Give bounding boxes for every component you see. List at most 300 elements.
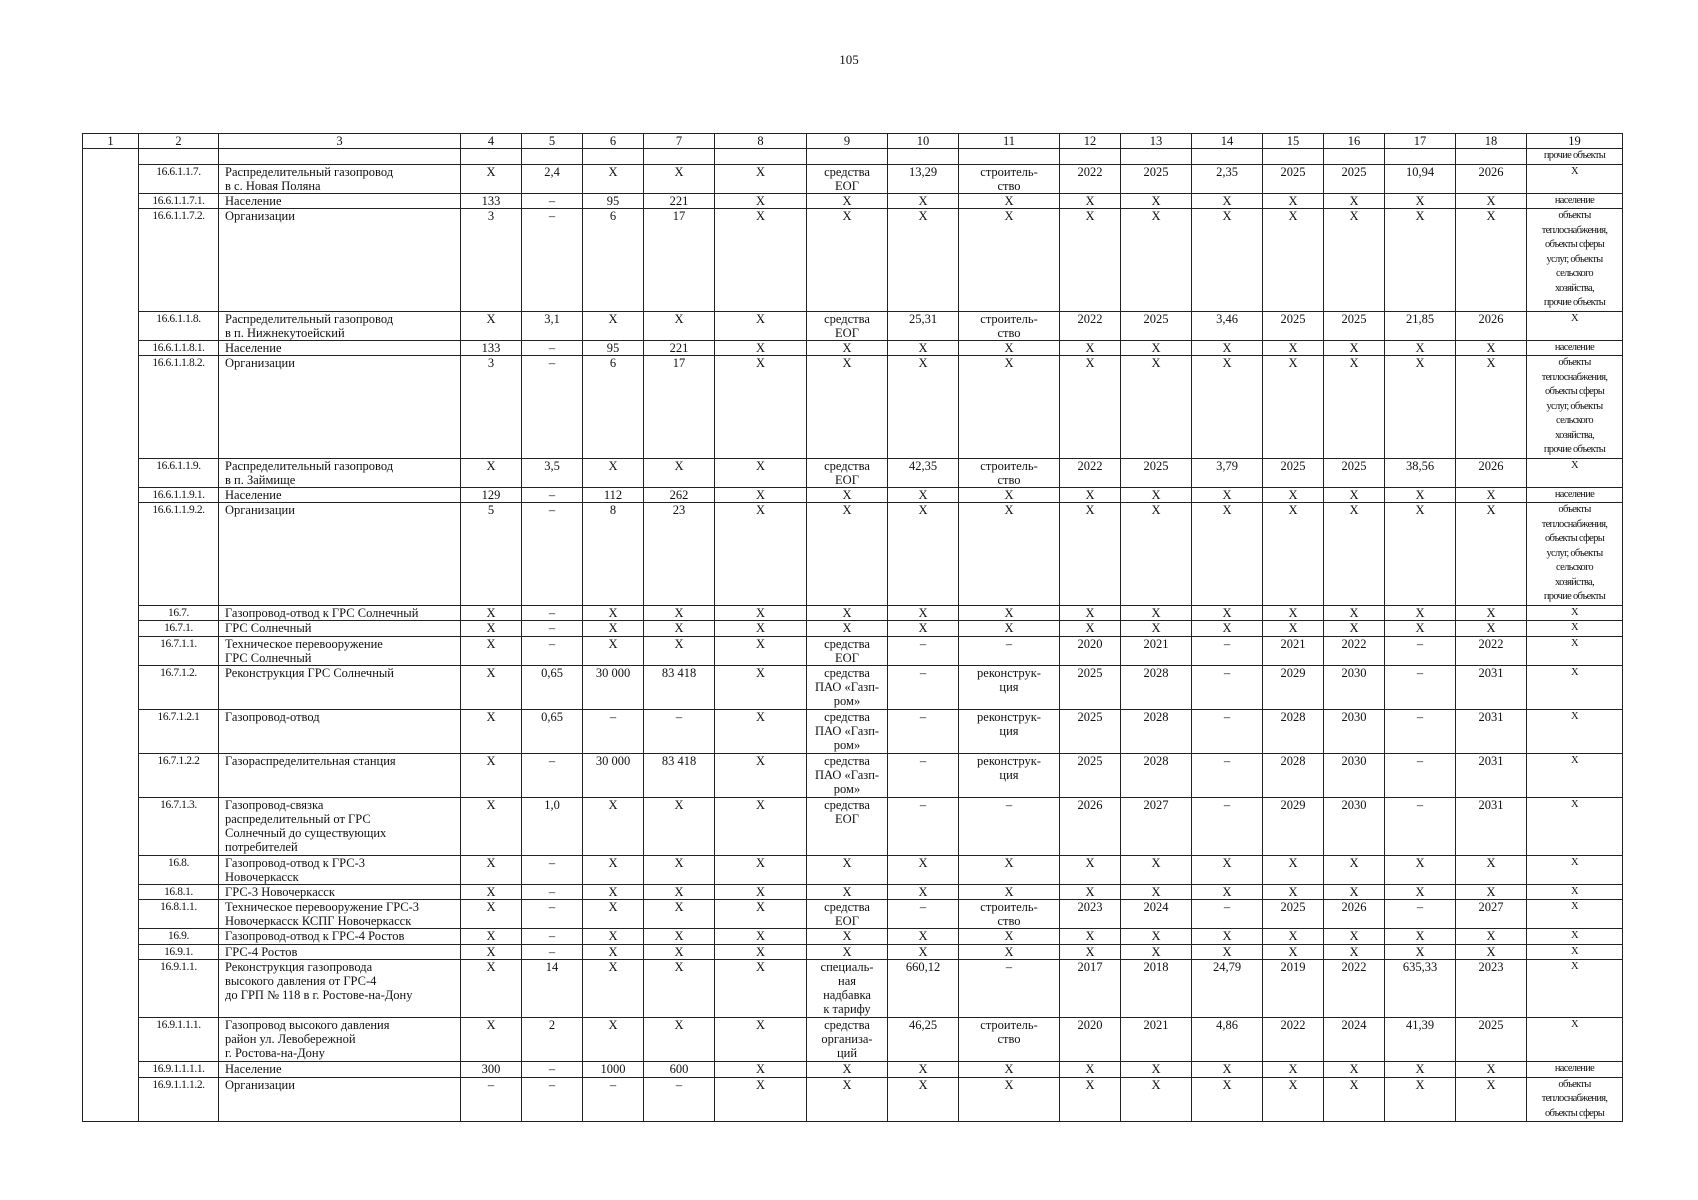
- table-cell: [1121, 149, 1192, 165]
- table-cell: 17: [644, 356, 715, 459]
- table-cell: Х: [1192, 944, 1263, 960]
- row-name-cell: Газопровод-отвод к ГРС Солнечный: [219, 605, 461, 621]
- table-cell: Х: [1527, 636, 1623, 665]
- table-cell: Х: [807, 487, 888, 503]
- table-cell: Х: [1324, 605, 1385, 621]
- table-row: [83, 636, 1623, 665]
- table-cell: Х: [1263, 884, 1324, 900]
- table-cell: 2030: [1324, 753, 1385, 797]
- table-cell: –: [959, 636, 1060, 665]
- table-cell: Х: [1456, 621, 1527, 637]
- table-cell: 30 000: [583, 753, 644, 797]
- table-cell: Х: [1324, 1062, 1385, 1078]
- table-cell: –: [1385, 636, 1456, 665]
- table-cell: Х: [1456, 356, 1527, 459]
- table-cell: Х: [1456, 1062, 1527, 1078]
- table-cell: 2028: [1121, 753, 1192, 797]
- table-cell: 221: [644, 340, 715, 356]
- table-cell: Х: [583, 311, 644, 340]
- table-cell: Х: [1121, 855, 1192, 884]
- table-cell: [1263, 149, 1324, 165]
- table-cell: средства ПАО «Газп- ром»: [807, 709, 888, 753]
- table-cell: –: [522, 340, 583, 356]
- table-cell: 5: [461, 503, 522, 606]
- row-number-cell: 16.8.: [139, 855, 219, 884]
- table-cell: Х: [1385, 356, 1456, 459]
- table-cell: Х: [715, 605, 807, 621]
- table-cell: Х: [1060, 209, 1121, 312]
- table-cell: Х: [715, 487, 807, 503]
- column-header-10: 10: [888, 134, 959, 149]
- table-cell: Х: [715, 1077, 807, 1122]
- column-header-19: 19: [1527, 134, 1623, 149]
- table-cell: 2029: [1263, 797, 1324, 855]
- table-cell: Х: [1385, 193, 1456, 209]
- table-cell: –: [522, 900, 583, 929]
- table-cell: Х: [959, 503, 1060, 606]
- table-cell: –: [1385, 709, 1456, 753]
- row-number-cell: 16.9.1.1.1.: [139, 1018, 219, 1062]
- table-cell: –: [522, 753, 583, 797]
- table-cell: Х: [715, 900, 807, 929]
- table-cell: Х: [888, 487, 959, 503]
- table-cell: Х: [715, 356, 807, 459]
- table-cell: –: [959, 797, 1060, 855]
- table-cell: Х: [1263, 929, 1324, 945]
- table-cell: 2028: [1121, 709, 1192, 753]
- table-cell: [461, 149, 522, 165]
- column-header-11: 11: [959, 134, 1060, 149]
- table-row: [83, 944, 1623, 960]
- table-cell: Х: [644, 900, 715, 929]
- table-cell: Х: [1263, 340, 1324, 356]
- table-cell: 2025: [1060, 709, 1121, 753]
- table-cell: Х: [461, 884, 522, 900]
- table-cell: Х: [1527, 665, 1623, 709]
- table-row: [83, 487, 1623, 503]
- table-cell: –: [1385, 900, 1456, 929]
- table-cell: Х: [1060, 340, 1121, 356]
- row-name-cell: Техническое перевооружение ГРС-3 Новочеркасск КСПГ Новочеркасск: [219, 900, 461, 929]
- row-number-cell: 16.8.1.1.: [139, 900, 219, 929]
- table-cell: Х: [1527, 797, 1623, 855]
- table-cell: Х: [715, 164, 807, 193]
- table-cell: [1192, 149, 1263, 165]
- row-name-cell: Реконструкция газопровода высокого давления от ГРС-4 до ГРП № 118 в г. Ростове-на-Дону: [219, 960, 461, 1018]
- row-name-cell: Организации: [219, 1077, 461, 1122]
- table-cell: Х: [1527, 944, 1623, 960]
- table-cell: Х: [461, 797, 522, 855]
- table-cell: Х: [888, 944, 959, 960]
- row-number-cell: 16.7.1.1.: [139, 636, 219, 665]
- table-cell: 2019: [1263, 960, 1324, 1018]
- table-cell: –: [1192, 665, 1263, 709]
- table-row: [83, 164, 1623, 193]
- table-cell: Х: [1527, 621, 1623, 637]
- row-number-cell: 16.9.1.1.1.2.: [139, 1077, 219, 1122]
- table-row: [83, 855, 1623, 884]
- table-cell: Х: [1456, 340, 1527, 356]
- table-cell: –: [888, 900, 959, 929]
- table-cell: Х: [1527, 709, 1623, 753]
- row-number-cell: 16.7.1.2.: [139, 665, 219, 709]
- table-cell: –: [1385, 797, 1456, 855]
- table-cell: 2022: [1324, 960, 1385, 1018]
- table-row: [83, 193, 1623, 209]
- table-cell: –: [522, 356, 583, 459]
- table-cell: 2021: [1121, 636, 1192, 665]
- table-cell: специаль- ная надбавка к тарифу: [807, 960, 888, 1018]
- table-cell: Х: [1263, 209, 1324, 312]
- table-cell: 1000: [583, 1062, 644, 1078]
- table-cell: Х: [1385, 944, 1456, 960]
- table-cell: Х: [1060, 605, 1121, 621]
- column-header-4: 4: [461, 134, 522, 149]
- table-cell: –: [522, 1062, 583, 1078]
- table-cell: население: [1527, 193, 1623, 209]
- row-number-cell: 16.6.1.1.9.2.: [139, 503, 219, 606]
- table-cell: 2029: [1263, 665, 1324, 709]
- table-cell: объекты теплоснабжения, объекты сферы услуг, объекты сельского хозяйства, прочие объекты: [1527, 356, 1623, 459]
- table-cell: 83 418: [644, 753, 715, 797]
- table-cell: Х: [1385, 487, 1456, 503]
- table-row: [83, 884, 1623, 900]
- table-cell: Х: [1192, 884, 1263, 900]
- table-cell: Х: [715, 960, 807, 1018]
- table-cell: Х: [888, 193, 959, 209]
- section-column-cell: [83, 149, 139, 1122]
- table-cell: Х: [959, 621, 1060, 637]
- table-cell: Х: [1192, 340, 1263, 356]
- table-cell: Х: [644, 929, 715, 945]
- table-cell: Х: [1060, 621, 1121, 637]
- table-cell: Х: [959, 884, 1060, 900]
- table-cell: средства ЕОГ: [807, 636, 888, 665]
- table-cell: Х: [807, 503, 888, 606]
- table-cell: Х: [1121, 605, 1192, 621]
- table-cell: 95: [583, 193, 644, 209]
- table-cell: Х: [1263, 605, 1324, 621]
- table-cell: Х: [888, 340, 959, 356]
- table-cell: –: [583, 1077, 644, 1122]
- table-cell: объекты теплоснабжения, объекты сферы услуг, объекты сельского хозяйства, прочие объекты: [1527, 209, 1623, 312]
- table-cell: Х: [1192, 605, 1263, 621]
- table-cell: Х: [644, 458, 715, 487]
- table-cell: Х: [807, 605, 888, 621]
- table-cell: 660,12: [888, 960, 959, 1018]
- table-cell: Х: [1060, 1077, 1121, 1122]
- table-row: [83, 1018, 1623, 1062]
- table-cell: строитель- ство: [959, 164, 1060, 193]
- column-header-12: 12: [1060, 134, 1121, 149]
- table-row: [83, 458, 1623, 487]
- table-cell: 3: [461, 356, 522, 459]
- table-cell: Х: [644, 797, 715, 855]
- table-cell: [715, 149, 807, 165]
- table-cell: [1060, 149, 1121, 165]
- column-header-14: 14: [1192, 134, 1263, 149]
- table-cell: 0,65: [522, 709, 583, 753]
- column-header-15: 15: [1263, 134, 1324, 149]
- column-header-17: 17: [1385, 134, 1456, 149]
- table-cell: [888, 149, 959, 165]
- table-cell: Х: [807, 193, 888, 209]
- table-cell: Х: [715, 503, 807, 606]
- table-cell: Х: [1060, 1062, 1121, 1078]
- table-cell: 17: [644, 209, 715, 312]
- table-cell: 3,79: [1192, 458, 1263, 487]
- table-cell: Х: [583, 797, 644, 855]
- row-name-cell: Газопровод-отвод: [219, 709, 461, 753]
- table-cell: Х: [888, 209, 959, 312]
- table-cell: Х: [1527, 753, 1623, 797]
- table-cell: 38,56: [1385, 458, 1456, 487]
- table-cell: Х: [1527, 929, 1623, 945]
- table-cell: Х: [1121, 503, 1192, 606]
- table-cell: Х: [644, 621, 715, 637]
- table-cell: Х: [959, 605, 1060, 621]
- table-cell: Х: [959, 1077, 1060, 1122]
- table-cell: Х: [715, 709, 807, 753]
- table-cell: средства ПАО «Газп- ром»: [807, 753, 888, 797]
- table-cell: Х: [1324, 356, 1385, 459]
- table-cell: Х: [807, 855, 888, 884]
- table-cell: Х: [1385, 884, 1456, 900]
- table-cell: Х: [959, 487, 1060, 503]
- table-cell: Х: [1324, 621, 1385, 637]
- table-cell: [1456, 149, 1527, 165]
- row-name-cell: Газопровод-отвод к ГРС-4 Ростов: [219, 929, 461, 945]
- row-number-cell: 16.7.: [139, 605, 219, 621]
- table-row: [83, 929, 1623, 945]
- row-number-cell: 16.6.1.1.8.2.: [139, 356, 219, 459]
- table-cell: –: [888, 636, 959, 665]
- table-cell: 2023: [1456, 960, 1527, 1018]
- table-cell: Х: [715, 855, 807, 884]
- table-cell: Х: [461, 458, 522, 487]
- table-cell: Х: [1385, 209, 1456, 312]
- row-name-cell: Газораспределительная станция: [219, 753, 461, 797]
- table-cell: Х: [644, 960, 715, 1018]
- table-cell: 2025: [1060, 753, 1121, 797]
- table-cell: Х: [807, 929, 888, 945]
- table-cell: Х: [807, 1062, 888, 1078]
- table-cell: Х: [1456, 1077, 1527, 1122]
- table-cell: 2028: [1263, 709, 1324, 753]
- table-cell: Х: [1121, 487, 1192, 503]
- table-cell: Х: [1456, 855, 1527, 884]
- table-cell: Х: [1121, 356, 1192, 459]
- table-cell: строитель- ство: [959, 1018, 1060, 1062]
- table-cell: 2025: [1263, 164, 1324, 193]
- table-cell: –: [522, 944, 583, 960]
- table-cell: Х: [583, 458, 644, 487]
- table-cell: 2027: [1121, 797, 1192, 855]
- column-header-1: 1: [83, 134, 139, 149]
- row-number-cell: [139, 149, 219, 165]
- table-cell: [1324, 149, 1385, 165]
- table-cell: реконструк- ция: [959, 753, 1060, 797]
- table-cell: Х: [1060, 193, 1121, 209]
- table-cell: реконструк- ция: [959, 665, 1060, 709]
- table-cell: Х: [1060, 884, 1121, 900]
- row-number-cell: 16.9.1.: [139, 944, 219, 960]
- table-body: [83, 149, 1623, 1122]
- table-cell: –: [583, 709, 644, 753]
- table-cell: Х: [583, 884, 644, 900]
- table-cell: Х: [644, 1018, 715, 1062]
- table-cell: Х: [807, 884, 888, 900]
- row-name-cell: Население: [219, 487, 461, 503]
- table-cell: 2030: [1324, 709, 1385, 753]
- table-cell: 2022: [1060, 458, 1121, 487]
- table-cell: 129: [461, 487, 522, 503]
- table-cell: Х: [583, 164, 644, 193]
- table-cell: 3: [461, 209, 522, 312]
- table-cell: Х: [715, 311, 807, 340]
- table-cell: Х: [461, 929, 522, 945]
- table-cell: 2017: [1060, 960, 1121, 1018]
- data-table: [82, 133, 1623, 1122]
- table-cell: Х: [461, 960, 522, 1018]
- table-cell: Х: [715, 209, 807, 312]
- table-cell: Х: [715, 797, 807, 855]
- table-cell: Х: [1324, 884, 1385, 900]
- table-cell: Х: [1060, 487, 1121, 503]
- table-cell: Х: [1324, 1077, 1385, 1122]
- table-cell: Х: [583, 605, 644, 621]
- table-cell: Х: [644, 605, 715, 621]
- table-cell: Х: [807, 1077, 888, 1122]
- table-cell: 25,31: [888, 311, 959, 340]
- table-cell: Х: [888, 929, 959, 945]
- column-header-6: 6: [583, 134, 644, 149]
- table-cell: 42,35: [888, 458, 959, 487]
- row-number-cell: 16.6.1.1.8.1.: [139, 340, 219, 356]
- table-cell: Х: [1192, 855, 1263, 884]
- table-cell: 2026: [1456, 458, 1527, 487]
- table-cell: 2024: [1121, 900, 1192, 929]
- table-cell: Х: [583, 960, 644, 1018]
- row-number-cell: 16.9.1.1.: [139, 960, 219, 1018]
- table-cell: Х: [1324, 944, 1385, 960]
- row-number-cell: 16.7.1.2.2: [139, 753, 219, 797]
- table-cell: средства ЕОГ: [807, 900, 888, 929]
- table-cell: Х: [461, 605, 522, 621]
- table-cell: –: [522, 929, 583, 945]
- table-row: [83, 340, 1623, 356]
- table-row: [83, 209, 1623, 312]
- table-cell: Х: [1121, 1062, 1192, 1078]
- table-cell: Х: [1456, 209, 1527, 312]
- table-cell: –: [522, 503, 583, 606]
- table-cell: Х: [959, 944, 1060, 960]
- table-cell: Х: [888, 605, 959, 621]
- table-cell: [644, 149, 715, 165]
- table-cell: 2,4: [522, 164, 583, 193]
- column-header-13: 13: [1121, 134, 1192, 149]
- table-cell: 46,25: [888, 1018, 959, 1062]
- table-cell: реконструк- ция: [959, 709, 1060, 753]
- table-cell: Х: [644, 164, 715, 193]
- table-cell: 2025: [1060, 665, 1121, 709]
- table-cell: Х: [1263, 621, 1324, 637]
- table-cell: Х: [715, 458, 807, 487]
- table-cell: Х: [1385, 855, 1456, 884]
- table-cell: 2025: [1121, 164, 1192, 193]
- table-cell: Х: [1324, 487, 1385, 503]
- table-cell: Х: [1527, 164, 1623, 193]
- column-header-2: 2: [139, 134, 219, 149]
- table-cell: 2,35: [1192, 164, 1263, 193]
- column-header-18: 18: [1456, 134, 1527, 149]
- table-cell: Х: [715, 884, 807, 900]
- table-cell: 2023: [1060, 900, 1121, 929]
- table-cell: –: [522, 884, 583, 900]
- column-header-5: 5: [522, 134, 583, 149]
- table-cell: 13,29: [888, 164, 959, 193]
- table-cell: Х: [461, 709, 522, 753]
- table-cell: Х: [959, 356, 1060, 459]
- table-cell: Х: [1060, 356, 1121, 459]
- table-cell: население: [1527, 487, 1623, 503]
- table-cell: [583, 149, 644, 165]
- row-name-cell: Организации: [219, 503, 461, 606]
- row-name-cell: Население: [219, 340, 461, 356]
- table-cell: –: [1192, 709, 1263, 753]
- row-name-cell: Газопровод высокого давления район ул. Левобережной г. Ростова-на-Дону: [219, 1018, 461, 1062]
- column-header-16: 16: [1324, 134, 1385, 149]
- table-cell: 2031: [1456, 797, 1527, 855]
- table-cell: 2026: [1060, 797, 1121, 855]
- table-cell: 2022: [1456, 636, 1527, 665]
- table-cell: Х: [1192, 487, 1263, 503]
- row-name-cell: Распределительный газопровод в с. Новая Поляна: [219, 164, 461, 193]
- table-cell: 2031: [1456, 709, 1527, 753]
- table-cell: 2022: [1060, 164, 1121, 193]
- table-cell: 2031: [1456, 753, 1527, 797]
- row-number-cell: 16.6.1.1.7.2.: [139, 209, 219, 312]
- table-cell: Х: [1527, 900, 1623, 929]
- row-number-cell: 16.9.: [139, 929, 219, 945]
- table-cell: Х: [715, 944, 807, 960]
- table-cell: Х: [461, 665, 522, 709]
- table-cell: 0,65: [522, 665, 583, 709]
- table-cell: население: [1527, 340, 1623, 356]
- table-cell: Х: [1385, 929, 1456, 945]
- row-name-cell: Техническое перевооружение ГРС Солнечный: [219, 636, 461, 665]
- table-cell: 2025: [1263, 900, 1324, 929]
- column-header-9: 9: [807, 134, 888, 149]
- table-cell: Х: [1263, 193, 1324, 209]
- table-cell: Х: [1060, 503, 1121, 606]
- table-cell: 2018: [1121, 960, 1192, 1018]
- column-header-7: 7: [644, 134, 715, 149]
- table-cell: Х: [1121, 929, 1192, 945]
- table-cell: –: [522, 1077, 583, 1122]
- table-cell: Х: [583, 1018, 644, 1062]
- table-cell: Х: [461, 311, 522, 340]
- table-cell: 2031: [1456, 665, 1527, 709]
- table-cell: Х: [583, 944, 644, 960]
- table-cell: Х: [715, 193, 807, 209]
- table-cell: строитель- ство: [959, 311, 1060, 340]
- table-cell: Х: [461, 855, 522, 884]
- table-cell: Х: [1192, 1062, 1263, 1078]
- table-cell: 2025: [1263, 458, 1324, 487]
- row-name-cell: Газопровод-отвод к ГРС-3 Новочеркасск: [219, 855, 461, 884]
- table-cell: 2: [522, 1018, 583, 1062]
